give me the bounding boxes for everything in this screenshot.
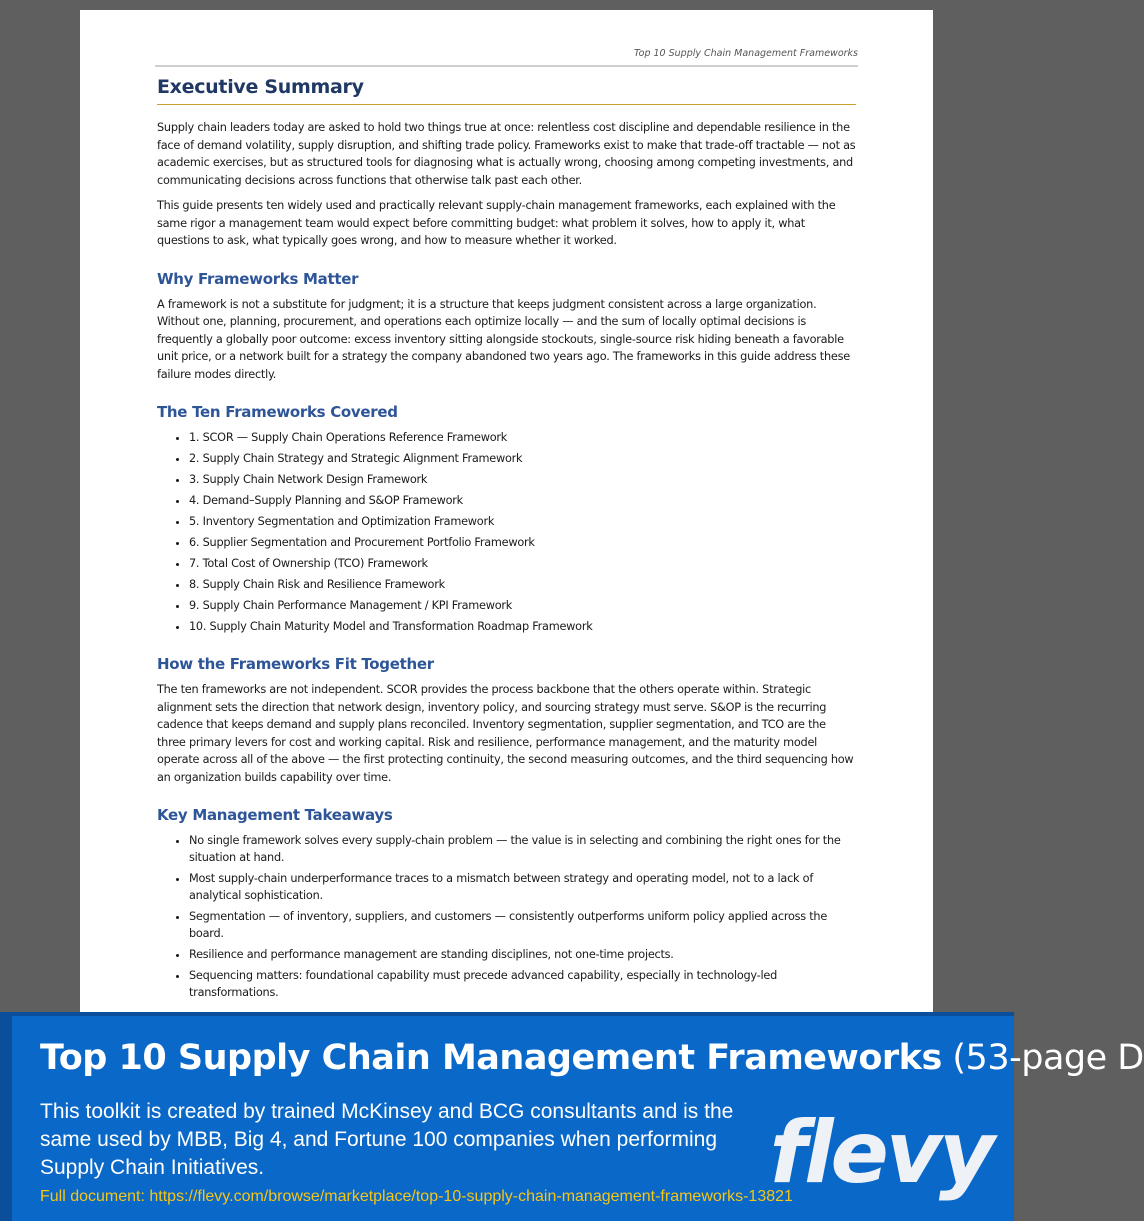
list-item: • Most supply-chain underperformance traces to a mismatch between strategy and operating model, not to a lack of analytical sophistication. [189, 870, 856, 904]
document-page [80, 10, 933, 1030]
section-heading-takeaways: Key Management Takeaways [157, 806, 393, 824]
banner-left-bar [0, 1012, 12, 1221]
why-paragraph: A framework is not a substitute for judgment; it is a structure that keeps judgment consistent across a large organization. Without one, planning, procurement, and operations each optimize locally — and the sum of locally optimal decisions is frequently a globally poor outcome: excess inventory sitting alongside stockouts, single-source risk hiding beneath a favorable unit price, or a network built for a strategy the company abandoned two years ago. The frameworks in this guide address these failure modes directly. [157, 297, 850, 381]
banner-description: This toolkit is created by trained McKinsey and BCG consultants and is the same used by MBB, Big 4, and Fortune 100 companies when performing Supply Chain Initiatives. [40, 1100, 734, 1179]
list-item: • Resilience and performance management are standing disciplines, not one-time projects. [189, 946, 856, 963]
header-divider [155, 65, 858, 67]
list-item: • No single framework solves every supply-chain problem — the value is in selecting and combining the right ones for the situation at hand. [189, 832, 856, 866]
page-content [157, 76, 856, 1005]
list-item: • 8. Supply Chain Risk and Resilience Framework [189, 576, 856, 593]
frameworks-list [157, 429, 856, 635]
intro-paragraph-1: Supply chain leaders today are asked to hold two things true at once: relentless cost discipline and dependable resilience in the face of demand volatility, supply disruption, and shifting trade policy. Frameworks exist to make that trade-off tractable — not as academic exercises, but as structured tools for diagnosing what is actually wrong, choosing among competing investments, and communicating decisions across functions that otherwise talk past each other. [157, 121, 856, 187]
list-item: • 3. Supply Chain Network Design Framework [189, 471, 856, 488]
list-item: • 10. Supply Chain Maturity Model and Transformation Roadmap Framework [189, 618, 856, 635]
section-heading-fit: How the Frameworks Fit Together [157, 655, 434, 673]
list-item: • 1. SCOR — Supply Chain Operations Reference Framework [189, 429, 856, 446]
flevy-logo: flevy [769, 1103, 992, 1203]
list-item: • 2. Supply Chain Strategy and Strategic Alignment Framework [189, 450, 856, 467]
list-item: • 9. Supply Chain Performance Management / KPI Framework [189, 597, 856, 614]
banner-top-bar [0, 1012, 1014, 1016]
banner-title [40, 1038, 1144, 1078]
list-item: • 4. Demand–Supply Planning and S&OP Framework [189, 492, 856, 509]
section-heading-why: Why Frameworks Matter [157, 269, 359, 288]
list-item: • 6. Supplier Segmentation and Procurement Portfolio Framework [189, 534, 856, 551]
banner-title-bold: Top 10 Supply Chain Management Frameworks [40, 1038, 942, 1078]
fit-paragraph: The ten frameworks are not independent. SCOR provides the process backbone that the others operate within. Strategic alignment sets the direction that network design, inventory policy, and sourcing strategy must serve. S&OP is the recurring cadence that keeps demand and supply plans reconciled. Inventory segmentation, supplier segmentation, and TCO are the three primary levers for cost and working capital. Risk and resilience, performance management, and the maturity model operate across all of the above — the first protecting continuity, the second measuring outcomes, and the third sequencing how an organization builds capability over time. [157, 683, 854, 784]
list-item: • Segmentation — of inventory, suppliers, and customers — consistently outperforms uniform policy applied across the board. [189, 908, 856, 942]
page-title: Executive Summary [157, 76, 856, 105]
list-item: • 5. Inventory Segmentation and Optimization Framework [189, 513, 856, 530]
takeaways-list [157, 832, 856, 1001]
section-heading-ten-frameworks: The Ten Frameworks Covered [157, 403, 398, 421]
list-item: • 7. Total Cost of Ownership (TCO) Framework [189, 555, 856, 572]
running-header: Top 10 Supply Chain Management Frameworks [634, 48, 858, 59]
banner-title-rest: (53-page D [941, 1038, 1144, 1078]
list-item: • Sequencing matters: foundational capability must precede advanced capability, especially in technology-led transformations. [189, 967, 856, 1001]
intro-paragraph-2: This guide presents ten widely used and practically relevant supply-chain management frameworks, each explained with the same rigor a management team would expect before committing budget: what problem it solves, how to apply it, what questions to ask, what typically goes wrong, and how to measure whether it worked. [157, 199, 836, 247]
promo-banner [0, 1012, 1144, 1221]
document-link[interactable]: Full document: https://flevy.com/browse/marketplace/top-10-supply-chain-management-frameworks-13821 [40, 1188, 793, 1205]
